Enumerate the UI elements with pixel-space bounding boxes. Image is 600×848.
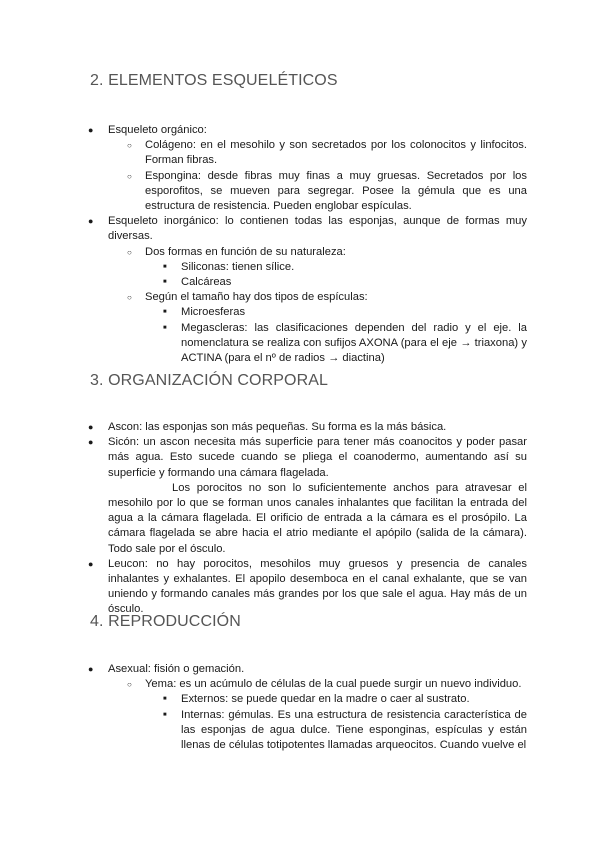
bullet-icon: ●: [88, 422, 94, 432]
section-heading-organizacion-corporal: 3. ORGANIZACIÓN CORPORAL: [90, 372, 328, 389]
bullet-icon: ■: [163, 696, 167, 703]
section-organizacion-corporal: [0, 420, 600, 618]
bullet-icon: ○: [127, 247, 132, 257]
bullet-icon: ●: [88, 437, 94, 448]
section-reproduccion: [0, 662, 600, 753]
bullet-icon: ●: [88, 664, 94, 674]
list-item: ○ Dos formas en función de su naturaleza:: [145, 245, 527, 260]
list-item: ■ Externos: se puede quedar en la madre o caer al sustrato.: [181, 692, 527, 707]
list-item: ■ Calcáreas: [181, 275, 527, 290]
bullet-icon: ○: [127, 293, 132, 303]
bullet-icon: ○: [127, 141, 132, 151]
section-elementos-esqueleticos: [0, 123, 600, 366]
list-item: ● Sicón: un ascon necesita más superficie para tener más coanocitos y poder pasar más agua. Esto sucede cuando se pliega el coanodermo, aumentando así su superficie y formando una cámara flagelada.: [88, 436, 527, 479]
list-item: ○ Colágeno: en el mesohilo y son secretados por los colonocitos y linfocitos. Forman fibras.: [127, 139, 527, 167]
bullet-icon: ■: [163, 324, 167, 331]
bullet-icon: ■: [163, 711, 167, 718]
bullet-icon: ■: [163, 263, 167, 270]
list-item: ○ Espongina: desde fibras muy finas a muy gruesas. Secretados por los esporofitos, se mueven para segregar. Posee la gémula que es una estructura de resistencia. Pueden englobar espículas.: [127, 169, 527, 213]
list-item: ○ Según el tamaño hay dos tipos de espículas:: [145, 290, 527, 305]
bullet-icon: ●: [88, 125, 94, 135]
bullet-icon: ○: [127, 680, 132, 690]
bullet-icon: ●: [88, 216, 94, 227]
list-item: ■ Siliconas: tienen sílice.: [181, 260, 527, 275]
list-item: ■ Internas: gémulas. Es una estructura de resistencia característica de las esponjas de agua dulce. Tiene esponginas, espículas y están llenas de células totipotentes llamadas arqueocitos. Cuando vuelve el: [163, 708, 527, 752]
bullet-icon: ■: [163, 279, 167, 286]
bullet-icon: ●: [88, 558, 94, 569]
list-item: ● Esqueleto inorgánico: lo contienen todas las esponjas, aunque de formas muy diversas.: [88, 215, 527, 243]
list-item: ○ Yema: es un acúmulo de células de la cual puede surgir un nuevo individuo.: [145, 677, 527, 692]
list-item: ● Asexual: fisión o gemación.: [108, 662, 527, 677]
bullet-icon: ○: [127, 171, 132, 181]
section-heading-elementos-esqueleticos: 2. ELEMENTOS ESQUELÉTICOS: [90, 72, 338, 89]
list-item: ■ Microesferas: [181, 305, 527, 320]
list-item: ● Esqueleto orgánico:: [108, 123, 527, 138]
paragraph: Los porocitos no son lo suficientemente anchos para atravesar el mesohilo por lo que se forman unos canales inhalantes que facilitan la entrada del agua a la cámara flagelada. El orificio de entrada a la cámara es el prosópilo. La cámara flagelada se abre hacia el atrio mediante el apópilo (salida de la cámara). Todo sale por el ósculo.: [108, 481, 527, 555]
bullet-icon: ■: [163, 309, 167, 316]
list-item: ■ Megascleras: las clasificaciones dependen del radio y el eje. la nomenclatura se realiza con sufijos AXONA (para el eje → triaxona) y ACTINA (para el nº de radios → diactina): [163, 321, 527, 365]
list-item: ● Ascon: las esponjas son más pequeñas. Su forma es la más básica.: [108, 420, 527, 435]
section-heading-reproduccion: 4. REPRODUCCIÓN: [90, 613, 241, 630]
list-item: ● Leucon: no hay porocitos, mesohilos muy gruesos y presencia de canales inhalantes y exhalantes. El apopilo desemboca en el canal exhalante, que se van uniendo y formando canales más grandes por los que sale el agua. Hay más de un ósculo.: [88, 557, 527, 616]
